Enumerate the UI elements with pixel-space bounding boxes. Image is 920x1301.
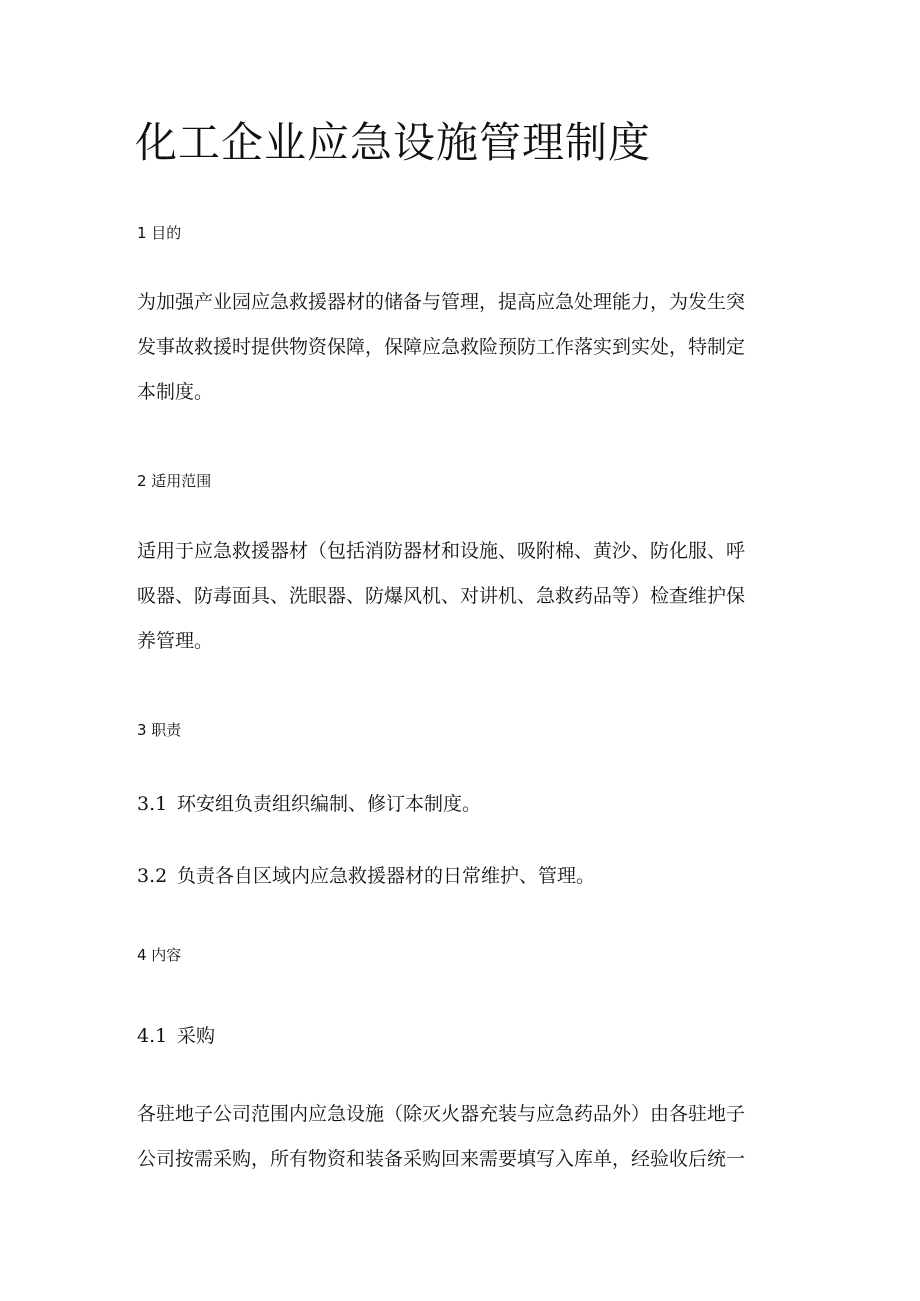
section-paragraph-scope — [137, 529, 797, 664]
section-heading-scope: 2 适用范围 — [137, 472, 212, 490]
subsection-text: 采购 — [177, 1025, 216, 1047]
duty-item — [137, 789, 481, 816]
paragraph-line: 发事故救援时提供物资保障，保障应急救险预防工作落实到实处，特制定 — [137, 336, 746, 358]
duty-item — [137, 861, 595, 888]
section-paragraph-procurement — [137, 1092, 797, 1182]
duty-item-number: 3.2 — [137, 865, 168, 887]
paragraph-line: 养管理。 — [137, 630, 214, 652]
section-paragraph-purpose — [137, 280, 797, 415]
duty-item-text: 负责各自区域内应急救援器材的日常维护、管理。 — [177, 865, 596, 887]
paragraph-line: 各驻地子公司范围内应急设施（除灭火器充装与应急药品外）由各驻地子 — [137, 1103, 746, 1125]
paragraph-line: 适用于应急救援器材（包括消防器材和设施、吸附棉、黄沙、防化服、呼 — [137, 540, 746, 562]
paragraph-line: 吸器、防毒面具、洗眼器、防爆风机、对讲机、急救药品等）检查维护保 — [137, 585, 746, 607]
subsection-number: 4.1 — [137, 1025, 168, 1047]
section-heading-duties: 3 职责 — [137, 721, 182, 739]
document-title: 化工企业应急设施管理制度 — [135, 118, 652, 167]
subsection-heading-procurement — [137, 1021, 215, 1048]
paragraph-line: 公司按需采购，所有物资和装备采购回来需要填写入库单，经验收后统一 — [137, 1148, 746, 1170]
paragraph-line: 本制度。 — [137, 381, 214, 403]
section-heading-content: 4 内容 — [137, 946, 182, 964]
duty-item-number: 3.1 — [137, 793, 168, 815]
duty-item-text: 环安组负责组织编制、修订本制度。 — [177, 793, 482, 815]
section-heading-purpose: 1 目的 — [137, 224, 182, 242]
paragraph-line: 为加强产业园应急救援器材的储备与管理，提高应急处理能力，为发生突 — [137, 291, 746, 313]
